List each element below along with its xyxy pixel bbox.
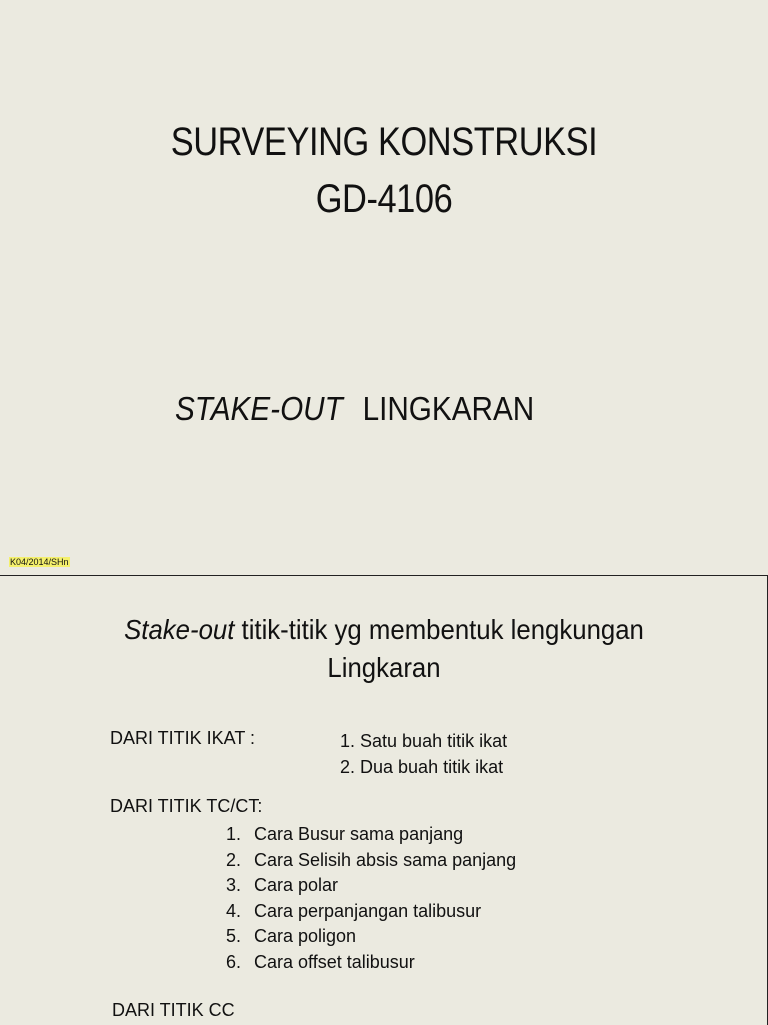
item-number: 4. bbox=[226, 900, 242, 921]
list-item bbox=[226, 899, 516, 925]
list-item bbox=[226, 848, 516, 874]
heading-rest: titik-titik yg membentuk lengkungan bbox=[234, 614, 644, 645]
tc-list bbox=[226, 822, 516, 975]
list-item bbox=[226, 822, 516, 848]
subtitle-italic: STAKE-OUT bbox=[175, 390, 343, 427]
list-item: 1. Satu buah titik ikat bbox=[340, 731, 508, 751]
item-text: Cara Busur sama panjang bbox=[254, 824, 464, 844]
footer-code: K04/2014/SHn bbox=[10, 557, 69, 567]
item-number: 3. bbox=[226, 875, 242, 895]
item-number: 5. bbox=[226, 926, 242, 946]
ikat-list bbox=[340, 728, 507, 780]
item-number: 2. bbox=[226, 849, 242, 870]
content-heading-line2: Lingkaran bbox=[327, 652, 441, 683]
item-text: Cara offset talibusur bbox=[254, 951, 415, 972]
list-item bbox=[226, 873, 516, 899]
item-number: 6. bbox=[226, 951, 242, 972]
list-item: 2. Dua buah titik ikat bbox=[340, 757, 504, 777]
ikat-label: DARI TITIK IKAT : bbox=[110, 728, 256, 748]
item-text: Cara poligon bbox=[254, 926, 357, 946]
list-item bbox=[226, 924, 516, 950]
course-code: GD-4106 bbox=[315, 177, 453, 221]
content-heading bbox=[31, 614, 738, 646]
slide-content bbox=[0, 575, 768, 1025]
list-item bbox=[226, 950, 516, 976]
item-text: Cara Selisih absis sama panjang bbox=[254, 849, 517, 870]
tc-label: DARI TITIK TC/CT: bbox=[110, 796, 263, 816]
item-text: Cara perpanjangan talibusur bbox=[254, 900, 482, 921]
course-title: SURVEYING KONSTRUKSI bbox=[170, 120, 598, 164]
subtitle-rest: LINGKARAN bbox=[362, 390, 535, 427]
cc-label: DARI TITIK CC bbox=[112, 1000, 235, 1020]
item-text: Cara polar bbox=[254, 875, 339, 895]
item-number: 1. bbox=[226, 824, 242, 844]
heading-italic: Stake-out bbox=[124, 614, 235, 645]
slide-subtitle bbox=[175, 390, 534, 428]
